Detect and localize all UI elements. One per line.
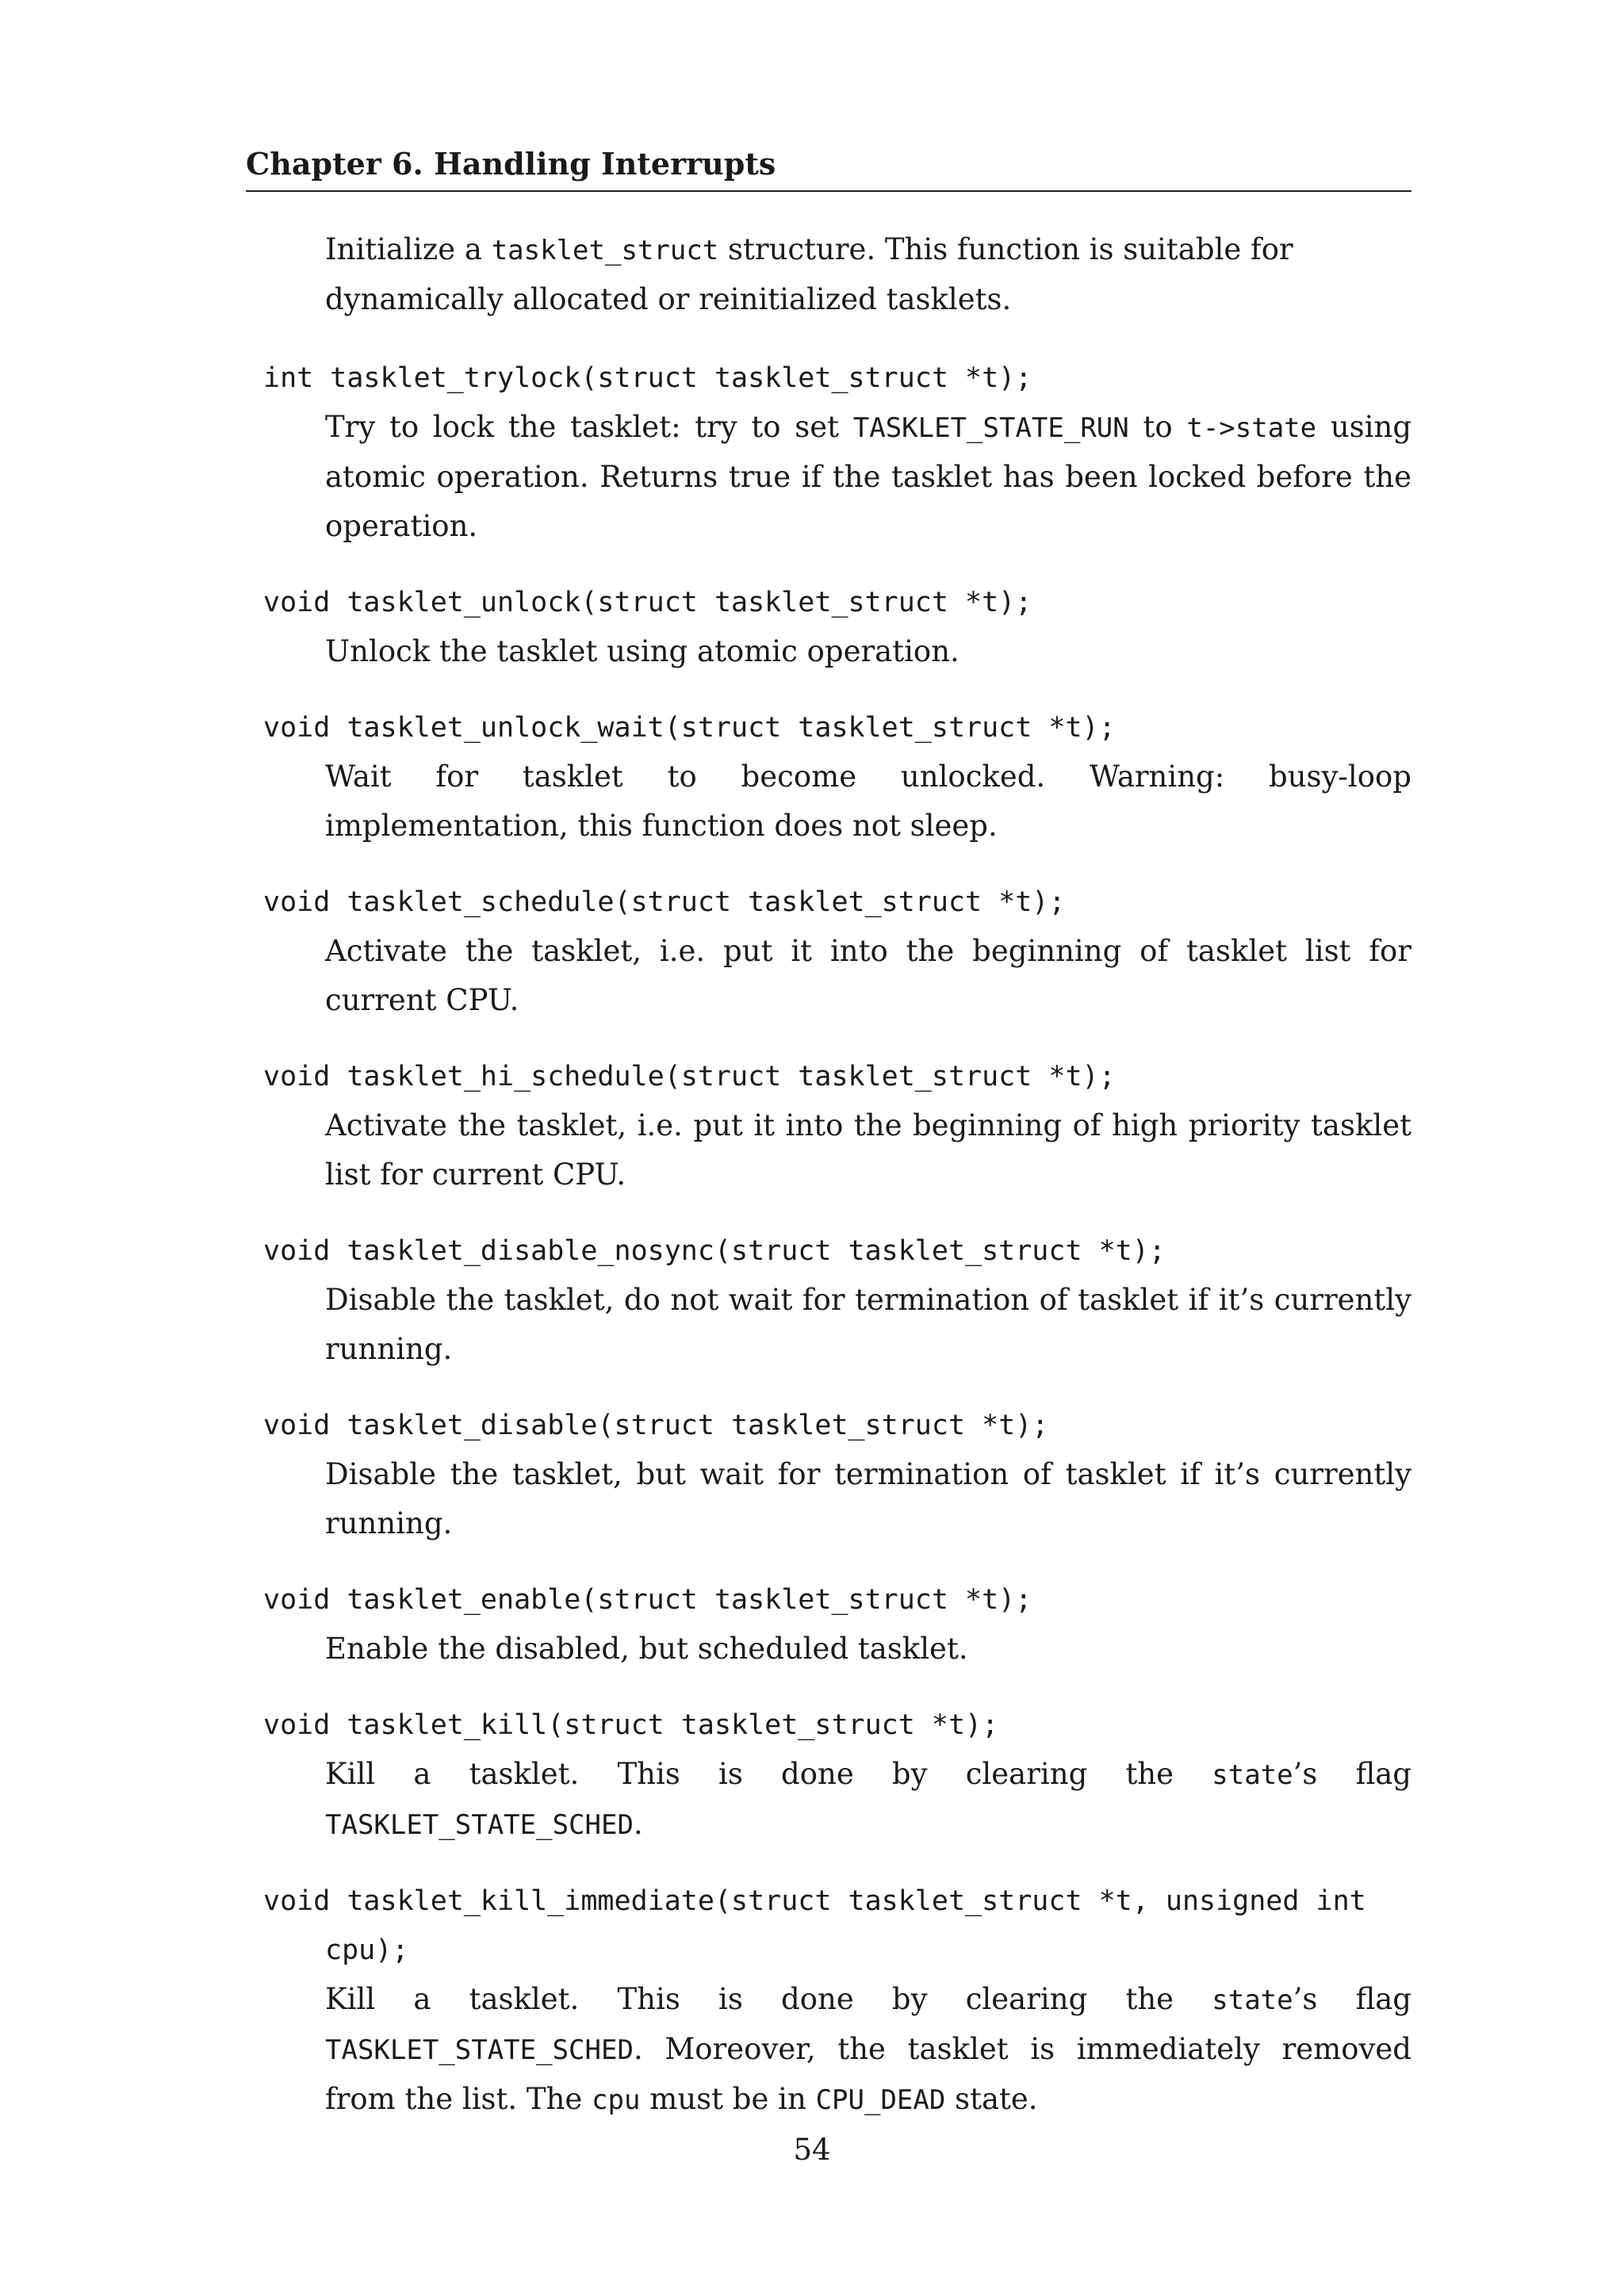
entry-tasklet-hi-schedule [246, 1052, 1411, 1200]
entry-tasklet-kill [246, 1701, 1411, 1850]
function-description: Kill a tasklet. This is done by clearing the state’s flag TASKLET_STATE_SCHED. Moreover, the tasklet is immediately removed from the list. The cpu must be in CPU_DEAD state. [325, 1982, 1411, 2116]
function-signature: void tasklet_schedule(struct tasklet_struct *t); [263, 886, 1066, 918]
function-description: Wait for tasklet to become unlocked. Warning: busy-loop implementation, this function does not sleep. [325, 760, 1411, 843]
function-description: Enable the disabled, but scheduled tasklet. [325, 1632, 968, 1666]
entry-tasklet-trylock [246, 354, 1411, 551]
function-signature: void tasklet_unlock_wait(struct tasklet_struct *t); [263, 712, 1116, 744]
function-signature: void tasklet_kill_immediate(struct tasklet_struct *t, unsigned int [263, 1885, 1366, 1917]
function-signature-continuation: cpu); [325, 1934, 409, 1966]
function-description: Disable the tasklet, do not wait for termination of tasklet if it’s currently running. [325, 1283, 1411, 1366]
function-signature: void tasklet_unlock(struct tasklet_struct *t); [263, 587, 1032, 618]
page [246, 143, 1411, 2125]
function-description: Activate the tasklet, i.e. put it into the beginning of tasklet list for current CPU. [325, 934, 1411, 1017]
entry-tasklet-unlock [246, 578, 1411, 676]
function-description: Activate the tasklet, i.e. put it into the beginning of high priority tasklet list for current CPU. [325, 1108, 1411, 1192]
function-description: Disable the tasklet, but wait for termination of tasklet if it’s currently running. [325, 1457, 1411, 1540]
running-head: Chapter 6. Handling Interrupts [246, 143, 1411, 192]
function-signature: void tasklet_kill(struct tasklet_struct *t); [263, 1709, 999, 1741]
entry-tasklet-schedule [246, 878, 1411, 1025]
function-description: Unlock the tasklet using atomic operation. [325, 634, 959, 668]
function-signature: void tasklet_hi_schedule(struct tasklet_struct *t); [263, 1061, 1116, 1093]
entry-tasklet-disable-nosync [246, 1226, 1411, 1374]
function-signature: int tasklet_trylock(struct tasklet_struct *t); [263, 362, 1032, 394]
entry-tasklet-disable [246, 1401, 1411, 1548]
entry-tasklet-unlock-wait [246, 703, 1411, 851]
entry-tasklet-enable [246, 1575, 1411, 1674]
function-description: Kill a tasklet. This is done by clearing the state’s flag TASKLET_STATE_SCHED. [325, 1757, 1411, 1841]
function-signature: void tasklet_enable(struct tasklet_struct *t); [263, 1584, 1032, 1616]
function-signature: void tasklet_disable(struct tasklet_struct *t); [263, 1410, 1049, 1441]
function-signature: void tasklet_disable_nosync(struct tasklet_struct *t); [263, 1235, 1166, 1267]
entry-tasklet-kill-immediate [246, 1877, 1411, 2125]
page-number: 54 [793, 2133, 831, 2167]
function-description: Try to lock the tasklet: try to set TASKLET_STATE_RUN to t->state using atomic operation. Returns true if the tasklet has been locked before the operation. [325, 410, 1412, 543]
intro-paragraph: Initialize a tasklet_struct structure. This function is suitable for dynamically allocated or reinitialized tasklets. [325, 232, 1293, 316]
